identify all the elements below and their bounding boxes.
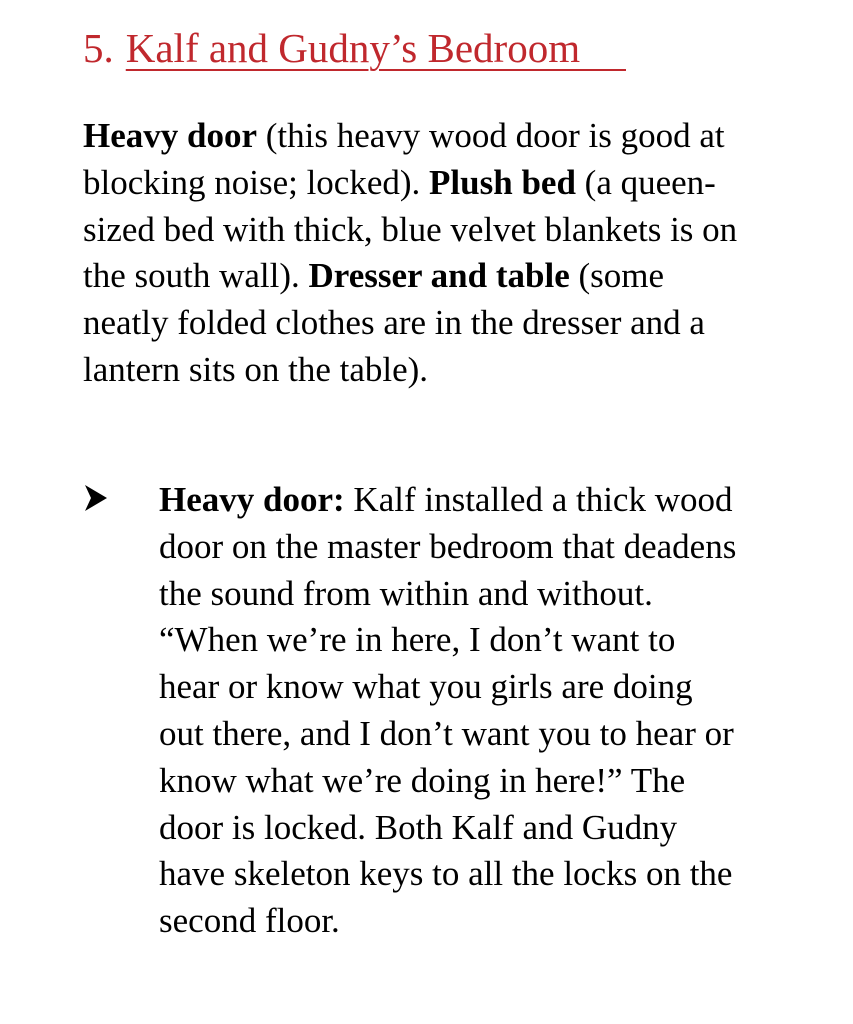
title-underline-extension — [578, 67, 626, 71]
room-description — [83, 113, 743, 394]
feature-heavy-door: Heavy door — [83, 116, 258, 155]
feature-plush-bed-detail: (a queen-sized bed with thick, blue velvet blankets is on the south wall). — [83, 162, 738, 296]
arrowhead-bullet-icon — [83, 483, 109, 513]
bullet-label: Heavy door: — [159, 480, 345, 519]
feature-plush-bed: Plush bed — [429, 162, 576, 202]
feature-dresser-table: Dresser and table — [308, 256, 570, 296]
bullet-item — [83, 477, 743, 945]
feature-dresser-table-detail: (some neatly folded clothes are in the dresser and a lantern sits on the table). — [83, 256, 705, 389]
bullet-text: Kalf installed a thick wood door on the master bedroom that deadens the sound from within and without. “When we’re in here, I don’t want to hear or know what you girls are doing out there, and I don’t want you to hear or know what we’re doing in here!” The door is locked. Both Kalf and Gudny have skeleton keys to all the locks on the second floor. — [159, 480, 737, 941]
section-heading — [83, 22, 691, 74]
section-title: Kalf and Gudny’s Bedroom — [125, 25, 581, 71]
section-number: 5. — [83, 25, 114, 71]
feature-heavy-door-detail: (this heavy wood door is good at blocking noise; locked). — [83, 116, 725, 202]
bullet-body — [159, 477, 743, 945]
